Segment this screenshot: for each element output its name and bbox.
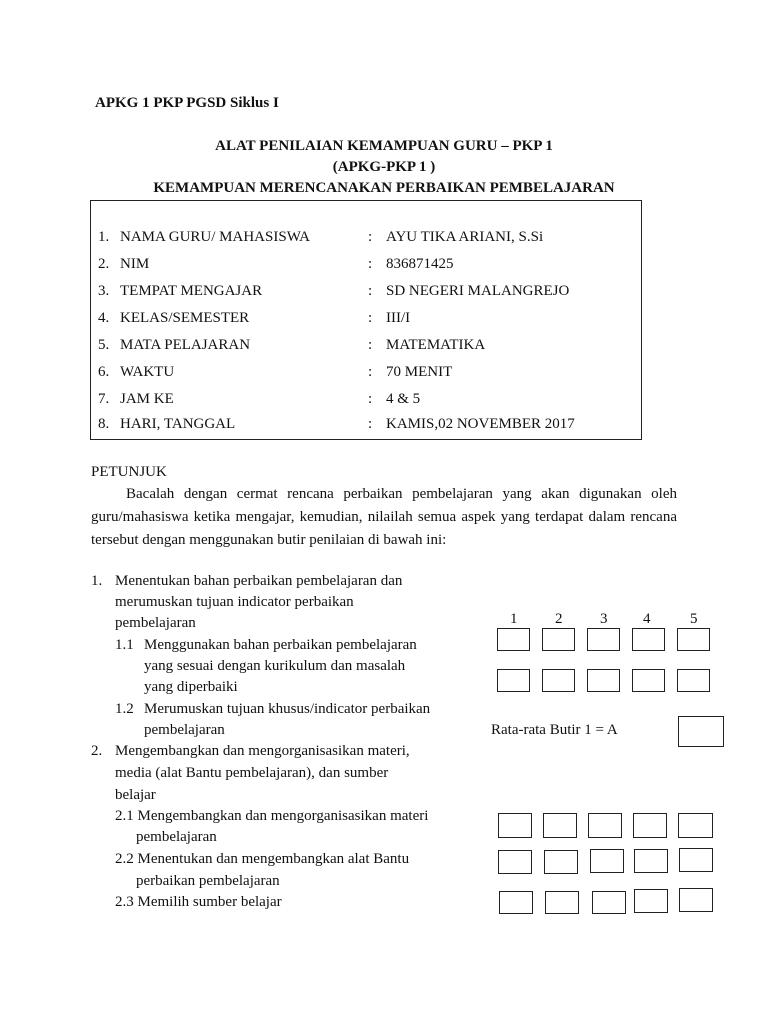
- info-number: 3.: [98, 283, 110, 299]
- score-box-2-3-4[interactable]: [634, 889, 668, 913]
- item-1-1-number: 1.1: [115, 637, 134, 653]
- item-1-text: merumuskan tujuan indicator perbaikan: [115, 594, 354, 610]
- instructions-text: Bacalah dengan cermat rencana perbaikan pembelajaran yang akan digunakan oleh guru/mahasiswa ketika mengajar, kemudian, nilailah semua aspek yang terdapat dalam rencana tersebut dengan menggunakan butir penilaian di bawah ini:: [91, 486, 677, 548]
- item-1-2-text: Merumuskan tujuan khusus/indicator perbaikan: [144, 701, 431, 717]
- document-reference: APKG 1 PKP PGSD Siklus I: [95, 95, 279, 111]
- title-line-1: ALAT PENILAIAN KEMAMPUAN GURU – PKP 1: [215, 138, 553, 154]
- score-box-1-2-2[interactable]: [542, 669, 575, 692]
- item-2-3-text: 2.3 Memilih sumber belajar: [115, 894, 282, 910]
- item-2-2-text: 2.2 Menentukan dan mengembangkan alat Bantu: [115, 851, 410, 867]
- info-label: JAM KE: [120, 391, 174, 407]
- title-line-2: (APKG-PKP 1 ): [332, 159, 436, 175]
- info-number: 8.: [98, 416, 110, 432]
- info-label: HARI, TANGGAL: [120, 416, 236, 432]
- score-box-2-1-1[interactable]: [498, 813, 532, 838]
- score-box-1-1-2[interactable]: [542, 628, 575, 651]
- scale-label-2: 2: [555, 611, 563, 627]
- info-colon: :: [368, 391, 373, 407]
- info-number: 2.: [98, 256, 110, 272]
- info-value: MATEMATIKA: [386, 337, 486, 353]
- score-box-2-3-5[interactable]: [679, 888, 713, 912]
- score-box-1-1-3[interactable]: [587, 628, 620, 651]
- info-label: NAMA GURU/ MAHASISWA: [120, 229, 311, 245]
- info-colon: :: [368, 416, 373, 432]
- item-1-1-text: yang sesuai dengan kurikulum dan masalah: [144, 658, 406, 674]
- identity-info-box: [90, 200, 642, 440]
- info-colon: :: [368, 364, 373, 380]
- scale-label-3: 3: [600, 611, 608, 627]
- item-1-text: Menentukan bahan perbaikan pembelajaran dan: [115, 573, 403, 589]
- info-colon: :: [368, 337, 373, 353]
- info-colon: :: [368, 229, 373, 245]
- score-box-1-2-3[interactable]: [587, 669, 620, 692]
- info-value: AYU TIKA ARIANI, S.Si: [386, 229, 544, 245]
- score-box-2-2-5[interactable]: [679, 848, 713, 872]
- item-1-average-box[interactable]: [678, 716, 724, 747]
- item-1-number: 1.: [91, 573, 103, 589]
- score-box-2-1-2[interactable]: [543, 813, 577, 838]
- info-number: 1.: [98, 229, 110, 245]
- score-box-1-1-4[interactable]: [632, 628, 665, 651]
- score-box-2-2-2[interactable]: [544, 850, 578, 874]
- item-2-text: Mengembangkan dan mengorganisasikan materi,: [115, 743, 410, 759]
- item-1-text: pembelajaran: [115, 615, 196, 631]
- info-number: 6.: [98, 364, 110, 380]
- item-1-2-text: pembelajaran: [144, 722, 225, 738]
- item-2-1-text: pembelajaran: [136, 829, 217, 845]
- item-1-1-text: yang diperbaiki: [144, 679, 238, 695]
- info-number: 7.: [98, 391, 110, 407]
- score-box-1-2-4[interactable]: [632, 669, 665, 692]
- score-box-1-2-1[interactable]: [497, 669, 530, 692]
- info-colon: :: [368, 310, 373, 326]
- info-number: 4.: [98, 310, 110, 326]
- info-colon: :: [368, 283, 373, 299]
- scale-label-5: 5: [690, 611, 698, 627]
- score-box-2-2-1[interactable]: [498, 850, 532, 874]
- info-value: 4 & 5: [386, 391, 421, 407]
- info-label: WAKTU: [120, 364, 175, 380]
- score-box-1-1-5[interactable]: [677, 628, 710, 651]
- info-value: SD NEGERI MALANGREJO: [386, 283, 570, 299]
- score-box-2-3-3[interactable]: [592, 891, 626, 914]
- score-box-2-1-3[interactable]: [588, 813, 622, 838]
- info-label: TEMPAT MENGAJAR: [120, 283, 263, 299]
- title-line-3: KEMAMPUAN MERENCANAKAN PERBAIKAN PEMBELAJARAN: [153, 180, 615, 196]
- score-box-2-2-4[interactable]: [634, 849, 668, 873]
- score-box-2-3-1[interactable]: [499, 891, 533, 914]
- info-value: III/I: [386, 310, 411, 326]
- info-value: 836871425: [386, 256, 454, 272]
- info-label: MATA PELAJARAN: [120, 337, 251, 353]
- score-box-2-2-3[interactable]: [590, 849, 624, 873]
- item-2-1-text: 2.1 Mengembangkan dan mengorganisasikan materi: [115, 808, 429, 824]
- item-2-text: media (alat Bantu pembelajaran), dan sumber: [115, 765, 389, 781]
- score-box-1-1-1[interactable]: [497, 628, 530, 651]
- item-2-text: belajar: [115, 787, 156, 803]
- info-value: KAMIS,02 NOVEMBER 2017: [386, 416, 575, 432]
- scale-label-4: 4: [643, 611, 651, 627]
- info-value: 70 MENIT: [386, 364, 453, 380]
- instructions-heading: PETUNJUK: [91, 464, 167, 480]
- scale-label-1: 1: [510, 611, 518, 627]
- item-1-average-label: Rata-rata Butir 1 = A: [491, 722, 618, 738]
- info-label: KELAS/SEMESTER: [120, 310, 250, 326]
- info-number: 5.: [98, 337, 110, 353]
- item-1-1-text: Menggunakan bahan perbaikan pembelajaran: [144, 637, 417, 653]
- score-box-1-2-5[interactable]: [677, 669, 710, 692]
- score-box-2-1-5[interactable]: [678, 813, 713, 838]
- score-box-2-1-4[interactable]: [633, 813, 667, 838]
- info-label: NIM: [120, 256, 150, 272]
- item-2-number: 2.: [91, 743, 103, 759]
- item-1-2-number: 1.2: [115, 701, 134, 717]
- info-colon: :: [368, 256, 373, 272]
- score-box-2-3-2[interactable]: [545, 891, 579, 914]
- item-2-2-text: perbaikan pembelajaran: [136, 873, 280, 889]
